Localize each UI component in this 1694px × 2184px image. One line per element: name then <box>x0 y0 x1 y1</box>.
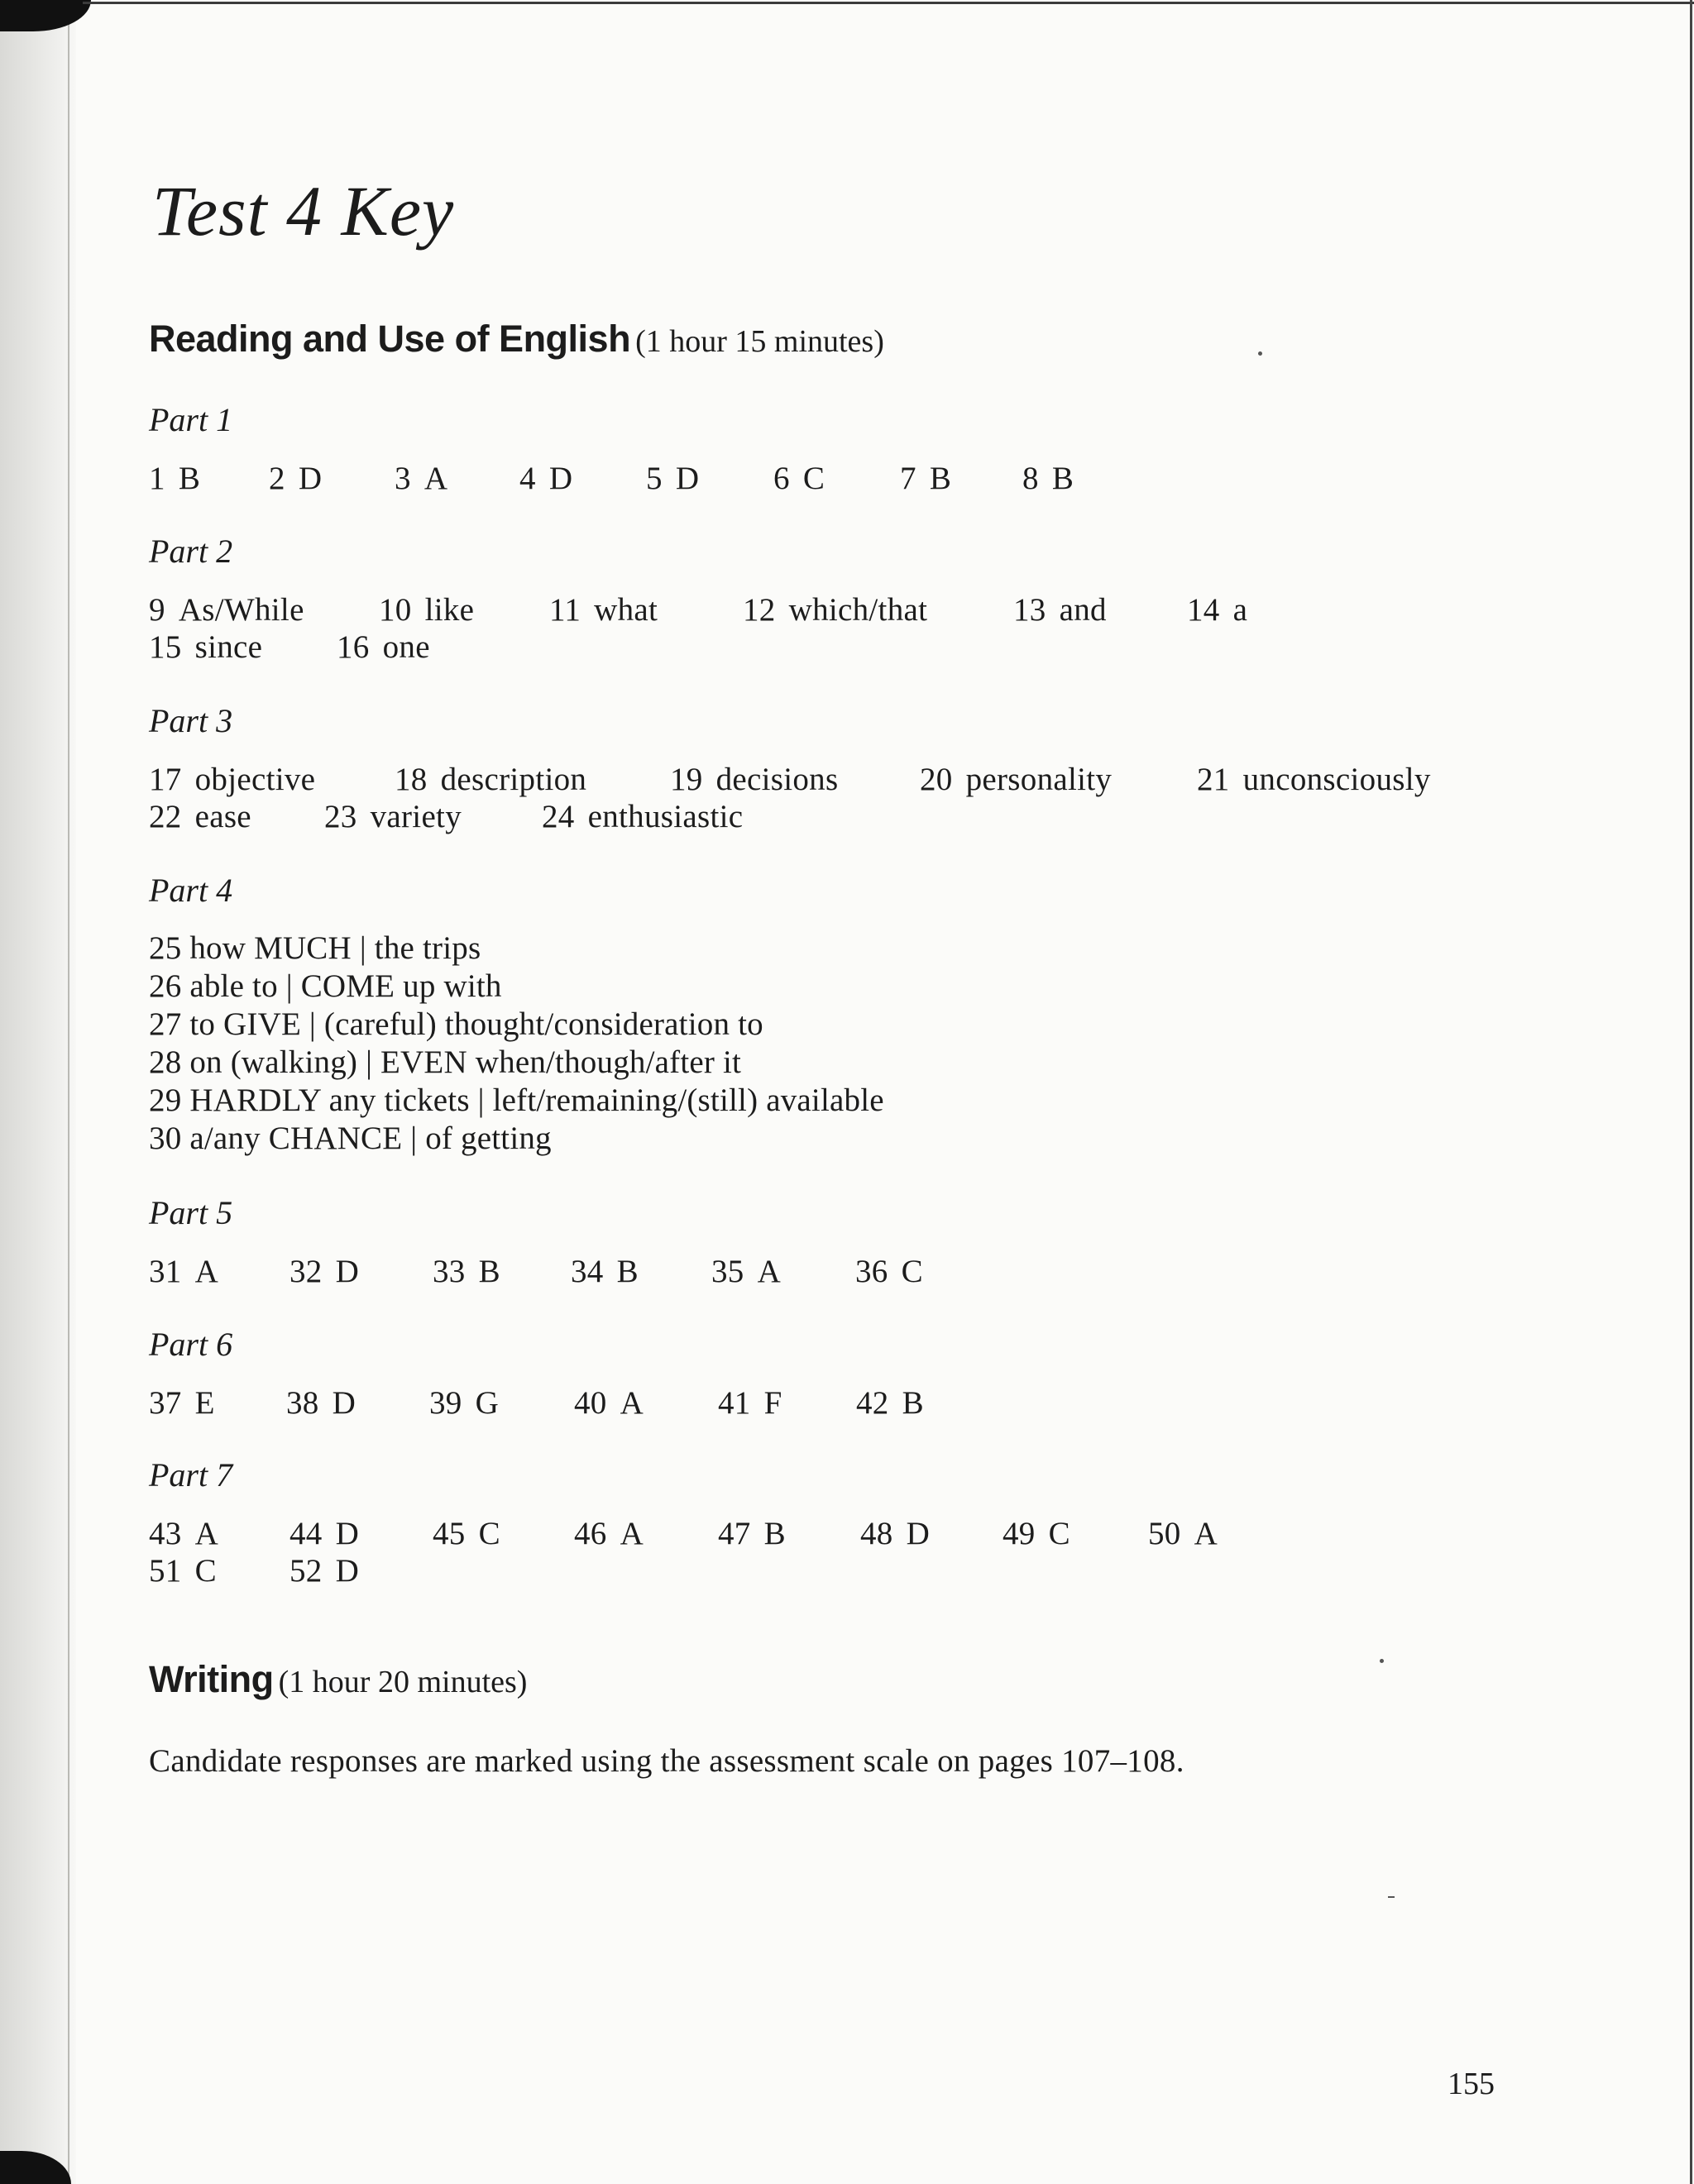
question-number: 11 <box>549 592 581 628</box>
scan-speck <box>1258 351 1262 356</box>
answer-item <box>1187 591 1247 628</box>
answer-text: B <box>616 1254 639 1289</box>
question-number: 43 <box>149 1516 182 1551</box>
question-number: 18 <box>395 762 428 797</box>
answer-text: D <box>675 461 700 496</box>
transformation-line: 29 HARDLY any tickets | left/remaining/(still) available <box>149 1082 884 1118</box>
question-number: 12 <box>743 592 776 628</box>
question-number: 51 <box>149 1553 182 1589</box>
question-number: 21 <box>1197 762 1230 797</box>
answer-item <box>718 1515 786 1552</box>
answer-item <box>855 1253 923 1290</box>
question-number: 39 <box>429 1385 462 1421</box>
part-6-label: Part 6 <box>149 1326 233 1363</box>
answer-text: D <box>906 1516 931 1551</box>
writing-heading-text: Writing <box>149 1658 274 1700</box>
answer-text: G <box>475 1385 500 1421</box>
scan-speck <box>1380 1659 1384 1663</box>
answer-text: D <box>548 461 573 496</box>
question-number: 17 <box>149 762 182 797</box>
answer-text: unconsciously <box>1242 762 1431 797</box>
question-number: 48 <box>860 1516 893 1551</box>
question-number: 45 <box>433 1516 466 1551</box>
answer-text: A <box>620 1385 644 1421</box>
answer-item <box>574 1384 644 1422</box>
question-number: 35 <box>711 1254 744 1289</box>
answer-text: E <box>194 1385 215 1421</box>
answer-item <box>542 798 743 835</box>
question-number: 7 <box>900 461 916 496</box>
answer-text: D <box>335 1516 360 1551</box>
answer-item <box>433 1515 500 1552</box>
answer-item <box>149 798 251 835</box>
answer-item <box>290 1552 359 1589</box>
answer-item <box>395 460 447 497</box>
question-number: 33 <box>433 1254 466 1289</box>
question-number: 4 <box>519 461 536 496</box>
question-number: 16 <box>337 629 370 665</box>
answer-item <box>743 591 927 628</box>
answer-item <box>269 460 322 497</box>
answer-text: what <box>594 592 658 628</box>
answer-item <box>149 761 315 798</box>
question-number: 49 <box>1003 1516 1036 1551</box>
answer-item <box>1022 460 1074 497</box>
question-number: 44 <box>290 1516 323 1551</box>
transformation-line: 26 able to | COME up with <box>149 968 502 1004</box>
question-number: 10 <box>379 592 412 628</box>
writing-duration: (1 hour 20 minutes) <box>278 1665 528 1699</box>
answer-item <box>773 460 825 497</box>
answer-text: As/While <box>178 592 304 628</box>
reading-heading-text: Reading and Use of English <box>149 318 631 360</box>
question-number: 15 <box>149 629 182 665</box>
question-number: 42 <box>856 1385 889 1421</box>
book-spine-shadow <box>0 0 76 2184</box>
answer-item <box>149 1384 215 1422</box>
answer-text: B <box>1051 461 1074 496</box>
answer-text: B <box>929 461 952 496</box>
answer-item <box>670 761 838 798</box>
page-title: Test 4 Key <box>152 171 455 251</box>
writing-section-heading <box>149 1658 527 1701</box>
answer-text: D <box>335 1553 360 1589</box>
answer-item <box>149 1253 218 1290</box>
answer-item <box>574 1515 644 1552</box>
answer-item <box>718 1384 782 1422</box>
answer-text: B <box>178 461 201 496</box>
transformation-line: 27 to GIVE | (careful) thought/consideration to <box>149 1006 763 1042</box>
question-number: 24 <box>542 799 575 834</box>
part-7-label: Part 7 <box>149 1456 233 1493</box>
answer-item <box>519 460 572 497</box>
answer-text: personality <box>965 762 1113 797</box>
question-number: 2 <box>269 461 285 496</box>
answer-item <box>433 1253 500 1290</box>
question-number: 31 <box>149 1254 182 1289</box>
question-number: 36 <box>855 1254 888 1289</box>
answer-item <box>920 761 1112 798</box>
scan-top-border <box>83 2 1694 4</box>
question-number: 34 <box>571 1254 604 1289</box>
answer-item <box>290 1515 359 1552</box>
question-number: 19 <box>670 762 703 797</box>
answer-item <box>290 1253 359 1290</box>
question-number: 52 <box>290 1553 323 1589</box>
question-number: 6 <box>773 461 790 496</box>
question-number: 5 <box>646 461 663 496</box>
part-1-label: Part 1 <box>149 401 233 438</box>
answer-item <box>1148 1515 1218 1552</box>
answer-text: C <box>901 1254 923 1289</box>
answer-text: A <box>194 1254 219 1289</box>
answer-text: A <box>194 1516 219 1551</box>
question-number: 1 <box>149 461 165 496</box>
answer-text: one <box>382 629 430 665</box>
answer-text: decisions <box>715 762 839 797</box>
answer-item <box>149 460 200 497</box>
answer-text: A <box>424 461 448 496</box>
answer-text: B <box>902 1385 924 1421</box>
answer-item <box>900 460 951 497</box>
question-number: 41 <box>718 1385 751 1421</box>
page-number: 155 <box>1448 2067 1495 2101</box>
answer-item <box>149 1515 218 1552</box>
part-4-label: Part 4 <box>149 872 233 909</box>
question-number: 46 <box>574 1516 607 1551</box>
answer-item <box>549 591 658 628</box>
answer-item <box>324 798 462 835</box>
question-number: 47 <box>718 1516 751 1551</box>
answer-item <box>1013 591 1107 628</box>
question-number: 40 <box>574 1385 607 1421</box>
answer-text: C <box>1048 1516 1070 1551</box>
question-number: 32 <box>290 1254 323 1289</box>
scan-right-border <box>1690 0 1692 2184</box>
answer-text: A <box>620 1516 644 1551</box>
answer-item <box>337 628 430 666</box>
answer-text: B <box>478 1254 500 1289</box>
answer-text: and <box>1059 592 1107 628</box>
answer-text: since <box>194 629 263 665</box>
answer-text: ease <box>194 799 251 834</box>
answer-text: enthusiastic <box>587 799 744 834</box>
transformation-line: 28 on (walking) | EVEN when/though/after it <box>149 1044 742 1080</box>
answer-item <box>571 1253 639 1290</box>
answer-item <box>860 1515 930 1552</box>
answer-item <box>149 591 304 628</box>
answer-text: objective <box>194 762 316 797</box>
answer-item <box>711 1253 781 1290</box>
answer-text: F <box>763 1385 782 1421</box>
answer-item <box>1197 761 1431 798</box>
answer-text: C <box>194 1553 217 1589</box>
answer-text: D <box>332 1385 357 1421</box>
answer-text: D <box>298 461 323 496</box>
question-number: 3 <box>395 461 411 496</box>
answer-text: like <box>424 592 475 628</box>
transformation-line: 30 a/any CHANCE | of getting <box>149 1121 552 1156</box>
answer-text: description <box>440 762 587 797</box>
part-2-label: Part 2 <box>149 533 233 570</box>
transformation-line: 25 how MUCH | the trips <box>149 930 481 966</box>
question-number: 9 <box>149 592 165 628</box>
answer-item <box>395 761 586 798</box>
question-number: 22 <box>149 799 182 834</box>
reading-duration: (1 hour 15 minutes) <box>635 324 884 359</box>
answer-item <box>286 1384 356 1422</box>
answer-text: C <box>478 1516 500 1551</box>
answer-text: C <box>802 461 825 496</box>
question-number: 38 <box>286 1385 319 1421</box>
question-number: 14 <box>1187 592 1220 628</box>
question-number: 8 <box>1022 461 1039 496</box>
answer-text: B <box>763 1516 786 1551</box>
reading-section-heading <box>149 318 884 361</box>
question-number: 50 <box>1148 1516 1181 1551</box>
answer-item <box>149 628 262 666</box>
answer-item <box>149 1552 217 1589</box>
question-number: 37 <box>149 1385 182 1421</box>
answer-item <box>1003 1515 1070 1552</box>
question-number: 20 <box>920 762 953 797</box>
writing-note: Candidate responses are marked using the assessment scale on pages 107–108. <box>149 1743 1184 1779</box>
scan-speck <box>1388 1896 1395 1898</box>
answer-item <box>646 460 699 497</box>
page-edge-line <box>68 0 69 2184</box>
scan-corner-top <box>0 0 91 31</box>
answer-text: a <box>1232 592 1248 628</box>
question-number: 13 <box>1013 592 1046 628</box>
part-5-label: Part 5 <box>149 1194 233 1231</box>
answer-item <box>379 591 474 628</box>
answer-text: variety <box>370 799 462 834</box>
answer-text: D <box>335 1254 360 1289</box>
answer-text: which/that <box>788 592 928 628</box>
question-number: 23 <box>324 799 357 834</box>
answer-item <box>429 1384 499 1422</box>
answer-text: A <box>1194 1516 1218 1551</box>
part-3-label: Part 3 <box>149 702 233 739</box>
answer-text: A <box>757 1254 782 1289</box>
answer-item <box>856 1384 924 1422</box>
